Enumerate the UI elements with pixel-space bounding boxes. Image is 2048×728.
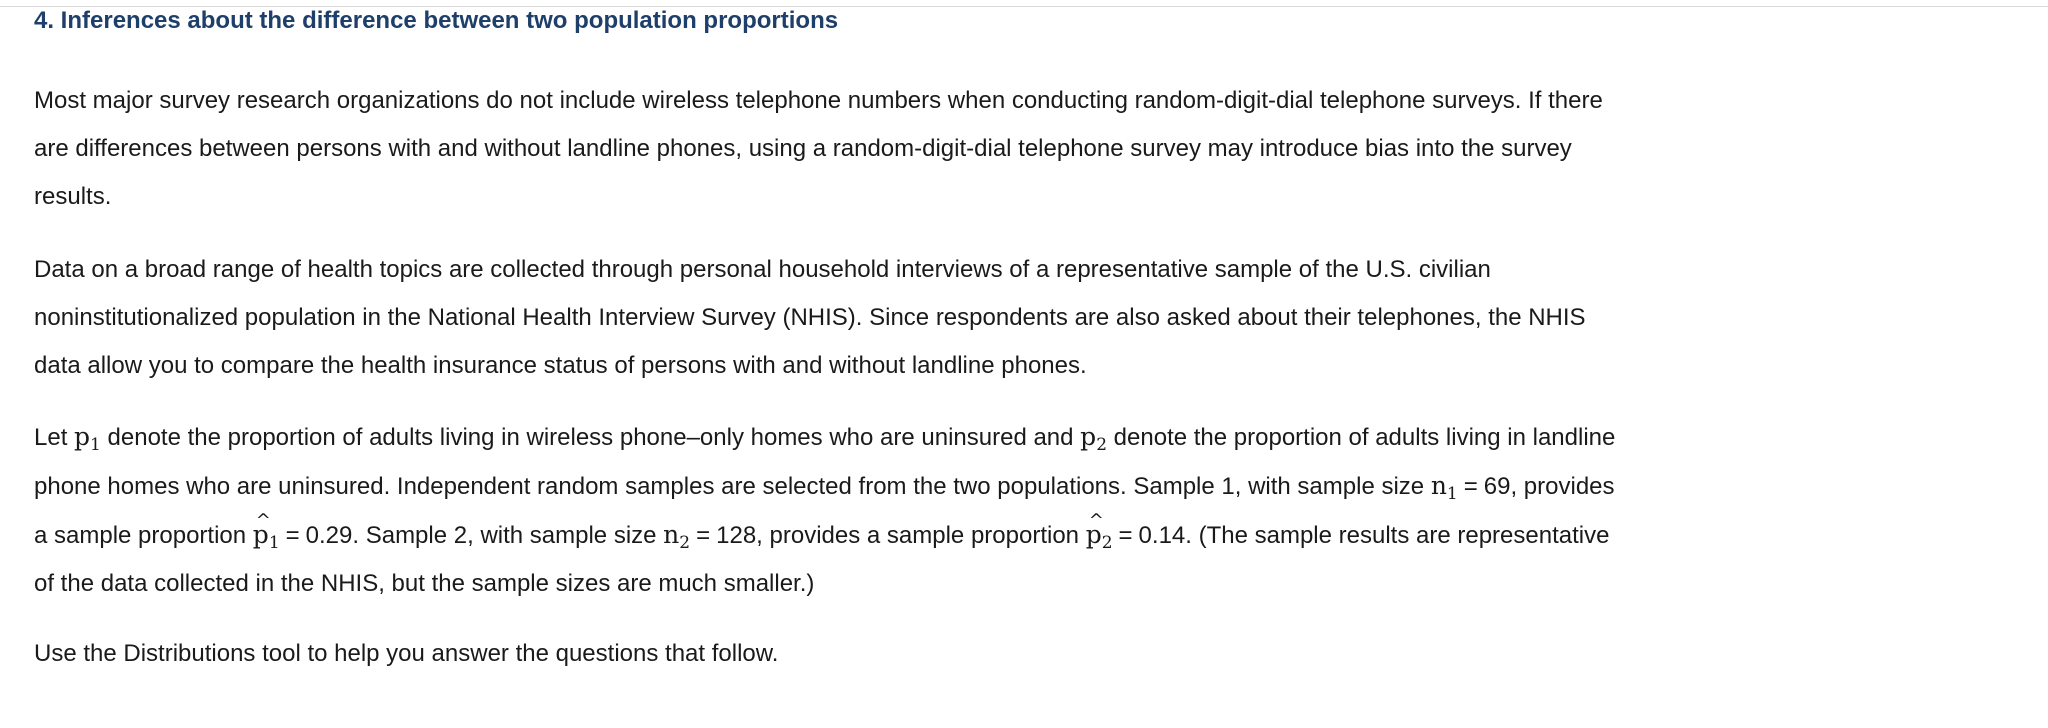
paragraph-line: data allow you to compare the health insurance status of persons with and without landline phones.	[34, 352, 1087, 379]
n2-symbol: $n_2$	[663, 520, 691, 553]
equals-sign: =	[696, 522, 711, 549]
n1-value: 69	[1483, 473, 1511, 500]
paragraph-line: of the data collected in the NHIS, but the sample sizes are much smaller.)	[34, 570, 815, 597]
equals-sign: =	[1118, 522, 1133, 549]
paragraph-line: noninstitutionalized population in the National Health Interview Survey (NHIS). Since respondents are also asked about their telephones, the NHIS	[34, 304, 1586, 331]
text-run: denote the proportion of adults living in wireless phone–only homes who are uninsured and	[100, 424, 1081, 451]
paragraph-line	[34, 413, 1894, 462]
text-run: , provides	[1510, 473, 1615, 500]
equals-sign: =	[285, 522, 300, 549]
text-run: . Sample 2, with sample size	[352, 522, 664, 549]
paragraph-line: are differences between persons with and without landline phones, using a random-digit-dial telephone survey may introduce bias into the survey	[34, 135, 1572, 162]
equals-sign: =	[1463, 473, 1478, 500]
p-hat-1-symbol: ^ $p_1$	[253, 520, 280, 549]
nhis-paragraph	[34, 246, 1894, 390]
text-run: . (The sample results are representative	[1185, 522, 1610, 549]
question-title: 4. Inferences about the difference between two population proportions	[34, 7, 839, 34]
text-run: a sample proportion	[34, 522, 253, 549]
n2-value: 128	[716, 522, 757, 549]
text-run: denote the proportion of adults living in landline	[1107, 424, 1616, 451]
intro-paragraph	[34, 77, 1894, 221]
text-run: phone homes who are uninsured. Independent random samples are selected from the two populations. Sample 1, with sample size	[34, 473, 1431, 500]
instruction-paragraph	[34, 630, 1894, 678]
paragraph-line: Most major survey research organizations do not include wireless telephone numbers when conducting random-digit-dial telephone surveys. If there	[34, 87, 1603, 114]
n1-symbol: $n_1$	[1430, 471, 1458, 504]
paragraph-line	[34, 511, 1894, 560]
paragraph-line	[34, 462, 1894, 511]
text-run: , provides a sample proportion	[756, 522, 1086, 549]
text-run: Let	[34, 424, 75, 451]
p1-symbol: $p_1$	[74, 422, 101, 455]
p2-symbol: $p_2$	[1080, 422, 1108, 455]
sample-setup-paragraph	[34, 413, 1894, 608]
paragraph-line: Use the Distributions tool to help you answer the questions that follow.	[34, 640, 779, 667]
p-hat-1-value: 0.29	[305, 522, 353, 549]
paragraph-line: results.	[34, 183, 112, 210]
p-hat-2-symbol: ^ $p_2$	[1086, 520, 1113, 549]
paragraph-line: Data on a broad range of health topics are collected through personal household interviews of a representative sample of the U.S. civilian	[34, 256, 1491, 283]
p-hat-2-value: 0.14	[1138, 522, 1186, 549]
